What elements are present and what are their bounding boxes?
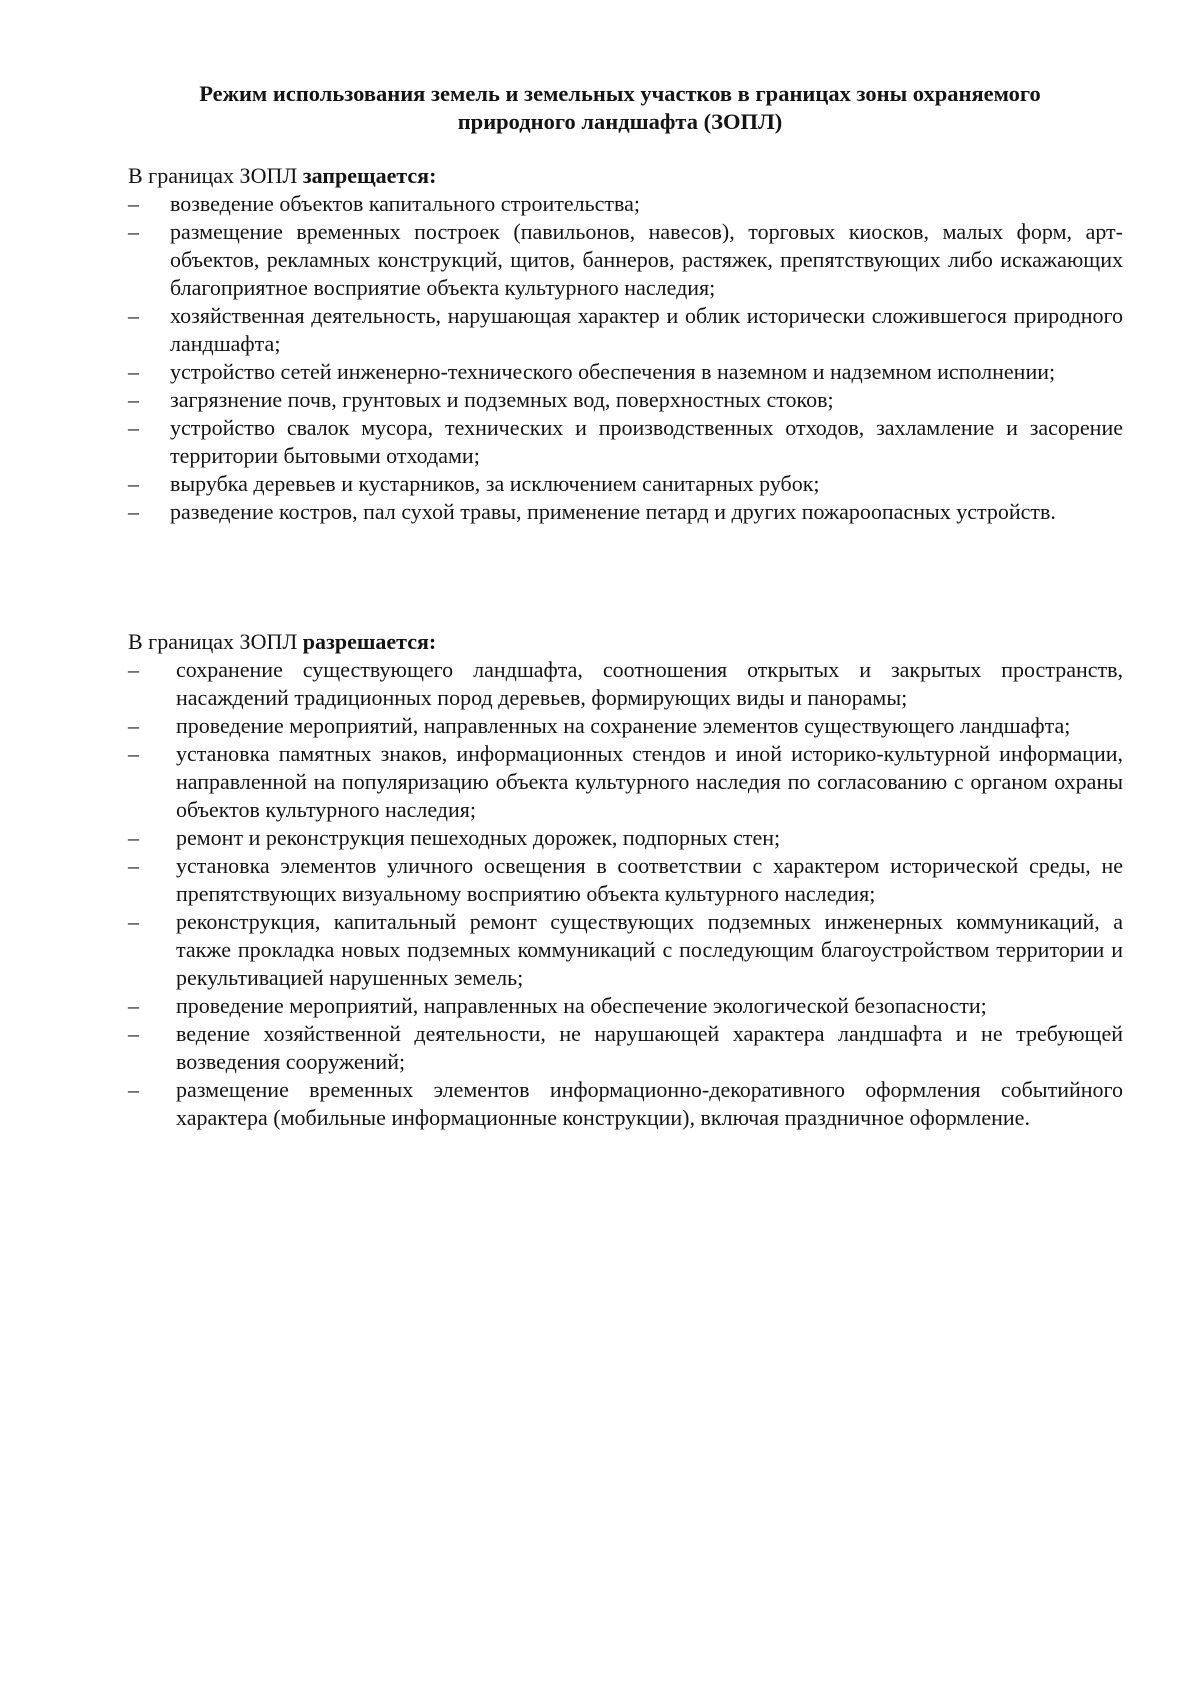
- bullet-dash: –: [128, 499, 139, 524]
- bullet-dash: –: [128, 1077, 139, 1102]
- list-item: [128, 908, 1123, 992]
- bullet-dash: –: [128, 713, 139, 738]
- bullet-dash: –: [128, 415, 139, 440]
- list-item: [128, 218, 1123, 302]
- list-item: [128, 498, 1123, 526]
- list-item: [128, 1020, 1123, 1076]
- list-item-text: хозяйственная деятельность, нарушающая характер и облик исторически сложившегося природного ландшафта;: [170, 303, 1123, 356]
- bullet-dash: –: [128, 853, 139, 878]
- list-item-text: установка элементов уличного освещения в соответствии с характером исторической среды, не препятствующих визуальному восприятию объекта культурного наследия;: [176, 853, 1123, 906]
- bullet-dash: –: [128, 219, 139, 244]
- list-item: [128, 824, 1123, 852]
- allowed-heading-prefix: В границах ЗОПЛ: [128, 629, 303, 654]
- list-item-text: разведение костров, пал сухой травы, применение петард и других пожароопасных устройств.: [170, 499, 1056, 524]
- allowed-list: [128, 656, 1123, 1132]
- list-item: [128, 470, 1123, 498]
- bullet-dash: –: [128, 909, 139, 934]
- list-item-text: проведение мероприятий, направленных на сохранение элементов существующего ландшафта;: [176, 713, 1071, 738]
- list-item-text: устройство сетей инженерно-технического обеспечения в наземном и надземном исполнении;: [170, 359, 1056, 384]
- bullet-dash: –: [128, 741, 139, 766]
- list-item-text: проведение мероприятий, направленных на обеспечение экологической безопасности;: [176, 993, 987, 1018]
- list-item-text: размещение временных построек (павильонов, навесов), торговых киосков, малых форм, арт-объектов, рекламных конструкций, щитов, баннеров, растяжек, препятствующих либо искажающих благоприятное восприятие объекта культурного наследия;: [170, 219, 1123, 300]
- allowed-heading: [128, 628, 1123, 656]
- bullet-dash: –: [128, 657, 139, 682]
- list-item: [128, 656, 1123, 712]
- list-item: [128, 852, 1123, 908]
- allowed-section: [128, 628, 1123, 1132]
- list-item-text: размещение временных элементов информационно-декоративного оформления событийного характера (мобильные информационные конструкции), включая праздничное оформление.: [176, 1077, 1123, 1130]
- list-item-text: установка памятных знаков, информационных стендов и иной историко-культурной информации, направленной на популяризацию объекта культурного наследия по согласованию с органом охраны объектов культурного наследия;: [176, 741, 1123, 822]
- list-item: [128, 302, 1123, 358]
- bullet-dash: –: [128, 387, 139, 412]
- list-item-text: реконструкция, капитальный ремонт существующих подземных инженерных коммуникаций, а также прокладка новых подземных коммуникаций с последующим благоустройством территории и рекультивацией нарушенных земель;: [176, 909, 1123, 990]
- bullet-dash: –: [128, 993, 139, 1018]
- list-item-text: устройство свалок мусора, технических и производственных отходов, захламление и засорение территории бытовыми отходами;: [170, 415, 1123, 468]
- allowed-heading-emphasis: разрешается:: [302, 629, 437, 654]
- list-item-text: вырубка деревьев и кустарников, за исключением санитарных рубок;: [170, 471, 820, 496]
- list-item: [128, 414, 1123, 470]
- list-item: [128, 358, 1123, 386]
- bullet-dash: –: [128, 471, 139, 496]
- forbidden-heading: [128, 162, 1123, 190]
- bullet-dash: –: [128, 303, 139, 328]
- bullet-dash: –: [128, 1021, 139, 1046]
- document-title: Режим использования земель и земельных участков в границах зоны охраняемого природного ландшафта (ЗОПЛ): [199, 81, 1041, 134]
- list-item: [128, 712, 1123, 740]
- list-item: [128, 190, 1123, 218]
- list-item-text: возведение объектов капитального строительства;: [170, 191, 640, 216]
- forbidden-list: [128, 190, 1123, 526]
- list-item: [128, 740, 1123, 824]
- bullet-dash: –: [128, 825, 139, 850]
- list-item-text: загрязнение почв, грунтовых и подземных вод, поверхностных стоков;: [170, 387, 834, 412]
- list-item: [128, 992, 1123, 1020]
- list-item: [128, 386, 1123, 414]
- bullet-dash: –: [128, 191, 139, 216]
- forbidden-heading-prefix: В границах ЗОПЛ: [128, 163, 303, 188]
- bullet-dash: –: [128, 359, 139, 384]
- forbidden-section: [128, 162, 1123, 526]
- list-item: [128, 1076, 1123, 1132]
- list-item-text: сохранение существующего ландшафта, соотношения открытых и закрытых пространств, насаждений традиционных пород деревьев, формирующих виды и панорамы;: [176, 657, 1123, 710]
- forbidden-heading-emphasis: запрещается:: [302, 163, 437, 188]
- list-item-text: ремонт и реконструкция пешеходных дорожек, подпорных стен;: [176, 825, 781, 850]
- list-item-text: ведение хозяйственной деятельности, не нарушающей характера ландшафта и не требующей возведения сооружений;: [176, 1021, 1123, 1074]
